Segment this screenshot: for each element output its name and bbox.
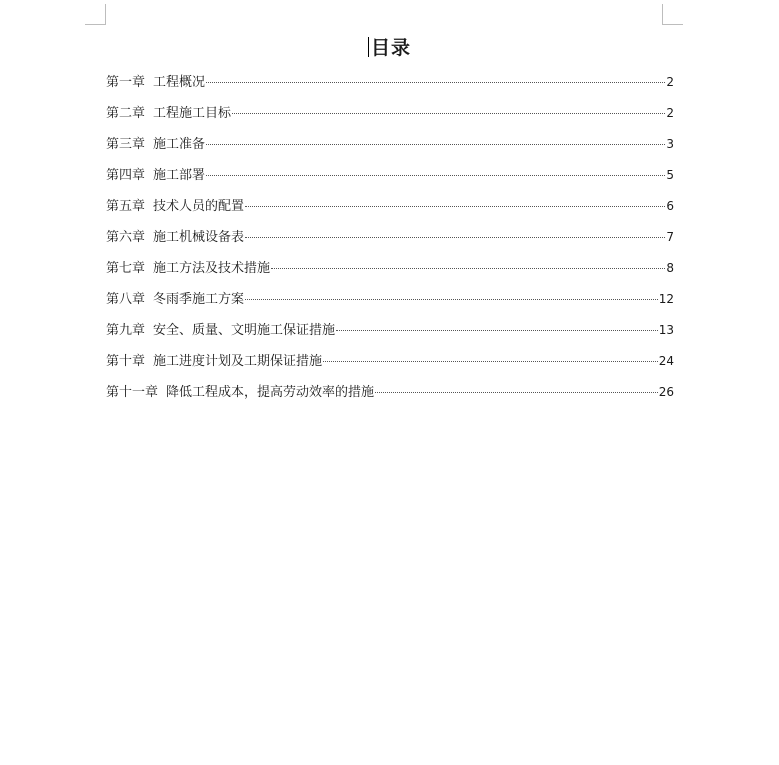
toc-page-number: 6 xyxy=(666,199,674,213)
toc-chapter-heading: 施工准备 xyxy=(153,137,206,152)
toc-dot-leader xyxy=(206,174,665,176)
toc-entry[interactable] xyxy=(106,134,674,165)
toc-page-number: 13 xyxy=(658,323,674,337)
toc-entry[interactable] xyxy=(106,289,674,320)
toc-entry-text xyxy=(106,290,244,310)
toc-chapter-number: 第四章 xyxy=(106,168,146,183)
toc-chapter-heading: 技术人员的配置 xyxy=(153,199,245,214)
toc-entry[interactable] xyxy=(106,351,674,382)
toc-chapter-heading: 施工进度计划及工期保证措施 xyxy=(153,354,323,369)
title-line[interactable] xyxy=(0,33,779,60)
toc-page-number: 8 xyxy=(666,261,674,275)
toc-entry[interactable] xyxy=(106,196,674,227)
toc-page-number: 2 xyxy=(666,106,674,120)
toc-dot-leader xyxy=(232,112,665,114)
toc-chapter-heading: 冬雨季施工方案 xyxy=(153,292,245,307)
toc-page-number: 3 xyxy=(666,137,674,151)
toc-chapter-number: 第三章 xyxy=(106,137,146,152)
toc-entry[interactable] xyxy=(106,227,674,258)
toc-page-number: 2 xyxy=(666,75,674,89)
toc-page-number: 7 xyxy=(666,230,674,244)
toc-dot-leader xyxy=(206,143,665,145)
table-of-contents xyxy=(106,72,674,413)
margin-corner-mark-top-left xyxy=(85,4,106,25)
toc-entry-text xyxy=(106,259,270,279)
toc-dot-leader xyxy=(375,391,658,393)
toc-chapter-number: 第一章 xyxy=(106,75,146,90)
toc-dot-leader xyxy=(271,267,665,269)
toc-chapter-heading: 施工机械设备表 xyxy=(153,230,245,245)
toc-entry-text xyxy=(106,73,205,93)
toc-entry[interactable] xyxy=(106,103,674,134)
toc-dot-leader xyxy=(245,236,665,238)
toc-entry-text xyxy=(106,352,322,372)
margin-corner-mark-top-right xyxy=(662,4,683,25)
toc-chapter-number: 第七章 xyxy=(106,261,146,276)
toc-chapter-heading: 降低工程成本，提高劳动效率的措施 xyxy=(166,385,375,400)
toc-chapter-number: 第五章 xyxy=(106,199,146,214)
toc-chapter-heading: 工程概况 xyxy=(153,75,206,90)
toc-dot-leader xyxy=(245,298,658,300)
toc-entry-text xyxy=(106,104,231,124)
toc-dot-leader xyxy=(323,360,658,362)
toc-dot-leader xyxy=(245,205,665,207)
toc-entry[interactable] xyxy=(106,165,674,196)
toc-chapter-heading: 工程施工目标 xyxy=(153,106,232,121)
toc-chapter-heading: 安全、质量、文明施工保证措施 xyxy=(153,323,336,338)
toc-entry-text xyxy=(106,383,374,403)
toc-chapter-number: 第十一章 xyxy=(106,385,159,400)
toc-entry[interactable] xyxy=(106,382,674,413)
toc-chapter-number: 第九章 xyxy=(106,323,146,338)
toc-chapter-number: 第十章 xyxy=(106,354,146,369)
toc-entry[interactable] xyxy=(106,72,674,103)
toc-page-number: 26 xyxy=(658,385,674,399)
page-title: 目录 xyxy=(370,37,411,59)
toc-entry[interactable] xyxy=(106,320,674,351)
toc-dot-leader xyxy=(336,329,658,331)
toc-page-number: 5 xyxy=(666,168,674,182)
toc-entry-text xyxy=(106,135,205,155)
toc-entry-text xyxy=(106,166,205,186)
toc-chapter-number: 第六章 xyxy=(106,230,146,245)
toc-chapter-number: 第二章 xyxy=(106,106,146,121)
toc-chapter-heading: 施工部署 xyxy=(153,168,206,183)
toc-page-number: 24 xyxy=(658,354,674,368)
toc-entry-text xyxy=(106,197,244,217)
toc-chapter-number: 第八章 xyxy=(106,292,146,307)
toc-entry[interactable] xyxy=(106,258,674,289)
text-cursor xyxy=(368,37,369,57)
toc-chapter-heading: 施工方法及技术措施 xyxy=(153,261,271,276)
toc-entry-text xyxy=(106,321,335,341)
toc-page-number: 12 xyxy=(658,292,674,306)
toc-dot-leader xyxy=(206,81,665,83)
toc-entry-text xyxy=(106,228,244,248)
